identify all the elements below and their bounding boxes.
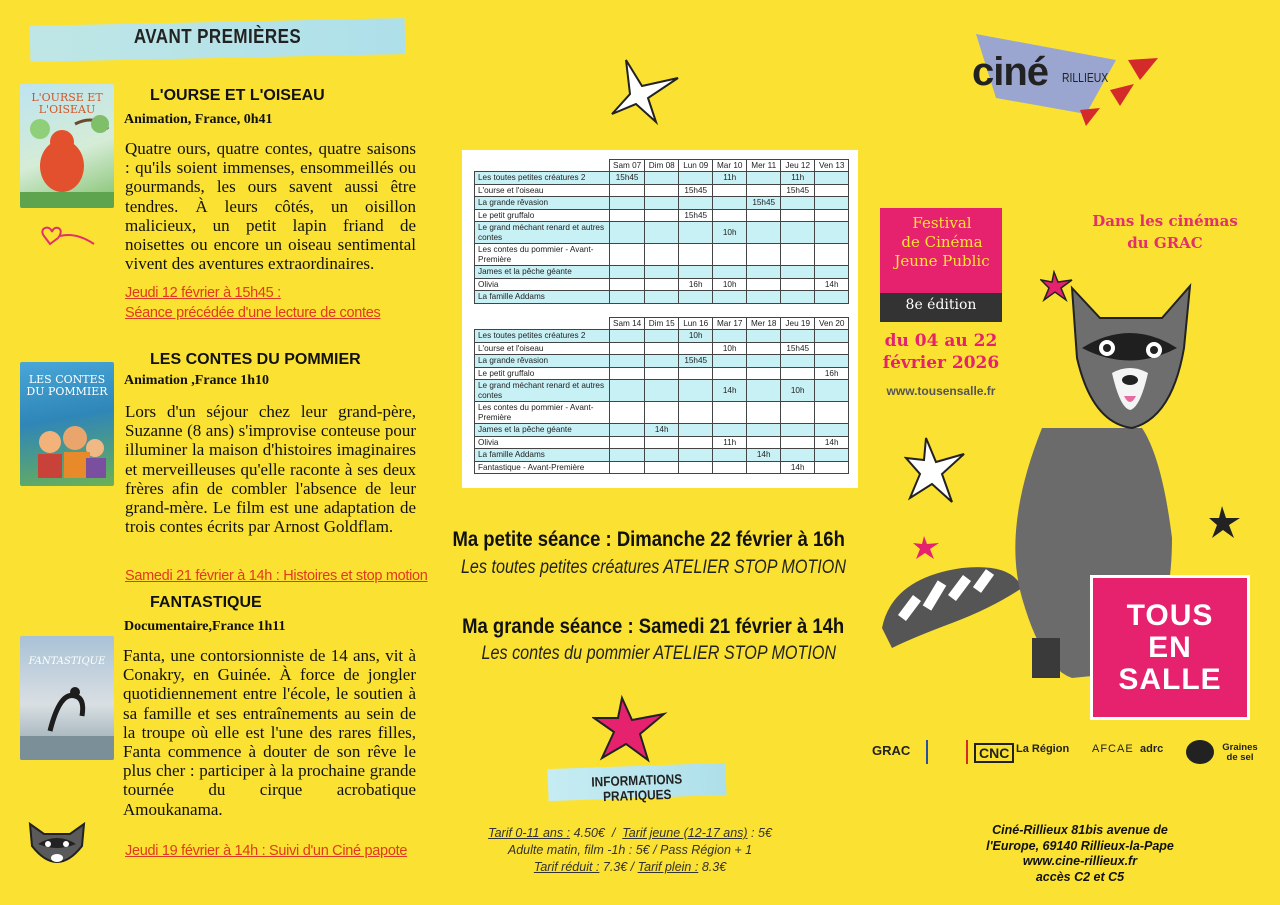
schedule-film-name: Les contes du pommier - Avant-Première — [475, 244, 610, 266]
schedule-slot — [815, 266, 849, 279]
schedule-film-name: Les contes du pommier - Avant-Première — [475, 402, 610, 424]
schedule-slot — [610, 266, 645, 279]
schedule-slot — [713, 424, 747, 437]
schedule-slot — [610, 278, 645, 291]
petite-seance-subtitle: Les toutes petites créatures ATELIER STOP MOTION — [460, 557, 846, 578]
schedule-slot — [713, 402, 747, 424]
schedule-row — [475, 436, 849, 449]
schedule-film-name: Fantastique - Avant-Première — [475, 461, 610, 474]
white-star-icon — [604, 56, 682, 126]
schedule-slot: 14h — [713, 380, 747, 402]
schedule-slot — [747, 330, 781, 343]
schedule-row — [475, 222, 849, 244]
schedule-slot — [713, 367, 747, 380]
schedule-slot: 14h — [815, 278, 849, 291]
film-date-fantastique: Jeudi 19 février à 14h : Suivi d'un Ciné papote — [125, 843, 408, 859]
schedule-slot — [645, 209, 679, 222]
schedule-row — [475, 278, 849, 291]
schedule-row — [475, 197, 849, 210]
schedule-table-week2 — [474, 317, 849, 474]
schedule-slot: 15h45 — [679, 209, 713, 222]
schedule-slot — [781, 449, 815, 462]
day-header: Lun 16 — [679, 318, 713, 330]
schedule-slot: 15h45 — [781, 184, 815, 197]
grande-seance-subtitle: Les contes du pommier ATELIER STOP MOTION — [481, 643, 836, 664]
schedule-slot — [747, 461, 781, 474]
tarif-line-2: Adulte matin, film -1h : 5€ / Pass Région + 1 — [507, 843, 753, 857]
grande-seance-title: Ma grande séance : Samedi 21 février à 14h — [461, 615, 844, 638]
address-line-1: Ciné-Rillieux 81bis avenue de — [992, 823, 1168, 837]
schedule-film-name: Le grand méchant renard et autres contes — [475, 380, 610, 402]
rillieux-logo-text: RILLIEUX — [1062, 70, 1109, 85]
pink-star-icon — [592, 692, 668, 764]
address-line-2: l'Europe, 69140 Rillieux-la-Pape — [986, 838, 1174, 853]
schedule-header-week2 — [475, 318, 849, 330]
schedule-slot — [815, 330, 849, 343]
day-header: Mer 18 — [747, 318, 781, 330]
schedule-slot — [713, 209, 747, 222]
schedule-row — [475, 461, 849, 474]
schedule-slot — [747, 244, 781, 266]
schedule-slot — [747, 222, 781, 244]
schedule-slot: 14h — [645, 424, 679, 437]
schedule-film-name: James et la pêche géante — [475, 424, 610, 437]
schedule-slot — [679, 402, 713, 424]
schedule-slot — [610, 367, 645, 380]
schedule-slot — [747, 424, 781, 437]
schedule-slot — [815, 449, 849, 462]
schedule-slot — [713, 244, 747, 266]
schedule-slot — [610, 436, 645, 449]
schedule-film-name: Les toutes petites créatures 2 — [475, 330, 610, 343]
day-header: Jeu 12 — [781, 160, 815, 172]
tarif-jeune-value: : 5€ — [751, 826, 772, 840]
schedule-slot: 10h — [713, 222, 747, 244]
festival-title — [884, 214, 1000, 271]
schedule-slot — [610, 184, 645, 197]
tarif-line-3 — [440, 860, 820, 874]
address-line-4: accès C2 et C5 — [1035, 869, 1125, 884]
schedule-slot — [815, 380, 849, 402]
schedule-row — [475, 184, 849, 197]
schedule-slot — [713, 197, 747, 210]
schedule-slot — [815, 209, 849, 222]
schedule-row — [475, 266, 849, 279]
contortionist-illustration — [20, 636, 114, 760]
schedule-row — [475, 424, 849, 437]
schedule-row — [475, 380, 849, 402]
tarif-reduit-label: Tarif réduit : — [533, 860, 600, 874]
day-header: Ven 20 — [815, 318, 849, 330]
schedule-row — [475, 330, 849, 343]
schedule-slot — [713, 291, 747, 304]
schedule-slot — [679, 291, 713, 304]
partner-grac-logo: GRAC — [872, 743, 911, 758]
schedule-slot — [713, 184, 747, 197]
schedule-slot: 15h45 — [747, 197, 781, 210]
day-header: Dim 15 — [645, 318, 679, 330]
schedule-film-name: Le petit gruffalo — [475, 367, 610, 380]
film-date-pommier: Samedi 21 février à 14h : Histoires et stop motion — [125, 568, 428, 584]
schedule-slot — [679, 197, 713, 210]
schedule-row — [475, 402, 849, 424]
tous-line-1: TOUS — [1126, 599, 1214, 632]
schedule-slot — [781, 355, 815, 368]
schedule-row — [475, 244, 849, 266]
dates-line-1: du 04 au 22 — [884, 331, 998, 351]
infos-title: INFORMATIONS PRATIQUES — [591, 771, 683, 805]
schedule-slot — [781, 436, 815, 449]
film-desc-fantastique: Fanta, une contorsionniste de 14 ans, vit à Conakry, en Guinée. À force de jongler quotidiennement entre l'école, le soutien à sa famille et ses entraînements au sein de la troupe où elle est l'une des rares filles, Fanta commence à douter de son rêve le plus cher : participer à la prochaine grande tournée du cirque acrobatique Amoukanama. — [123, 646, 416, 819]
schedule-slot — [713, 330, 747, 343]
poster-title-pommier: LES CONTES DU POMMIER — [26, 373, 108, 398]
schedule-slot: 14h — [781, 461, 815, 474]
schedule-card — [462, 150, 858, 488]
schedule-slot — [679, 172, 713, 185]
schedule-slot — [747, 436, 781, 449]
schedule-slot — [610, 424, 645, 437]
partner-adrc-logo: adrc — [1140, 743, 1164, 755]
day-header: Mer 11 — [747, 160, 781, 172]
schedule-slot: 10h — [713, 342, 747, 355]
schedule-slot — [679, 342, 713, 355]
white-star-right-icon — [904, 436, 968, 506]
schedule-slot — [781, 266, 815, 279]
tarif-0-11-value: 4.50€ — [573, 826, 605, 840]
schedule-slot — [815, 244, 849, 266]
festival-line-2: de Cinéma — [901, 233, 983, 251]
schedule-film-name: Le grand méchant renard et autres contes — [475, 222, 610, 244]
schedule-slot — [645, 222, 679, 244]
schedule-slot — [679, 436, 713, 449]
schedule-slot — [815, 461, 849, 474]
schedule-header-week1 — [475, 160, 849, 172]
day-header: Dim 08 — [645, 160, 679, 172]
schedule-slot — [610, 461, 645, 474]
film-title-ourse: L'OURSE ET L'OISEAU — [150, 87, 325, 104]
schedule-slot: 15h45 — [679, 355, 713, 368]
schedule-film-name: Olivia — [475, 436, 610, 449]
schedule-slot — [781, 402, 815, 424]
schedule-slot — [645, 244, 679, 266]
schedule-slot — [747, 342, 781, 355]
day-header: Mar 10 — [713, 160, 747, 172]
partner-afcae-logo: AFCAE — [1092, 743, 1134, 755]
tarif-jeune-label: Tarif jeune (12-17 ans) — [622, 826, 748, 840]
schedule-row — [475, 342, 849, 355]
schedule-slot — [645, 380, 679, 402]
address-line-3: www.cine-rillieux.fr — [1022, 854, 1138, 868]
bear-illustration — [20, 84, 114, 208]
schedule-table-week1 — [474, 159, 849, 304]
cinema-address — [965, 823, 1195, 885]
schedule-film-name: La famille Addams — [475, 449, 610, 462]
schedule-slot — [645, 342, 679, 355]
schedule-slot — [747, 184, 781, 197]
schedule-slot — [781, 424, 815, 437]
film-title-fantastique: FANTASTIQUE — [150, 594, 262, 611]
schedule-slot — [610, 402, 645, 424]
schedule-slot — [781, 291, 815, 304]
schedule-slot — [781, 278, 815, 291]
schedule-slot: 11h — [713, 436, 747, 449]
schedule-slot — [645, 172, 679, 185]
dates-line-2: février 2026 — [882, 353, 1000, 373]
schedule-slot: 15h45 — [610, 172, 645, 185]
schedule-slot — [679, 266, 713, 279]
festival-website: www.tousensalle.fr — [886, 384, 996, 398]
schedule-slot: 14h — [815, 436, 849, 449]
schedule-slot — [815, 184, 849, 197]
avant-premieres-title: AVANT PREMIÈRES — [133, 26, 302, 48]
tarif-0-11-label: Tarif 0-11 ans : — [488, 826, 571, 840]
tarif-reduit-value: 7.3€ / — [602, 860, 635, 874]
black-star-icon — [1208, 504, 1242, 540]
schedule-slot — [645, 355, 679, 368]
schedule-slot — [645, 402, 679, 424]
schedule-slot — [713, 355, 747, 368]
schedule-slot: 16h — [815, 367, 849, 380]
schedule-slot — [610, 330, 645, 343]
dans-les-cinemas — [1060, 210, 1270, 254]
heart-doodle-icon — [36, 222, 98, 250]
schedule-slot — [679, 367, 713, 380]
schedule-slot — [713, 266, 747, 279]
film-date-ourse-1: Jeudi 12 février à 15h45 : — [125, 285, 281, 301]
schedule-slot — [781, 330, 815, 343]
schedule-slot — [815, 291, 849, 304]
schedule-slot — [679, 244, 713, 266]
schedule-row — [475, 291, 849, 304]
schedule-slot — [645, 278, 679, 291]
tous-en-salle-text — [1090, 600, 1250, 696]
schedule-slot — [610, 209, 645, 222]
partner-la-region-logo: La Région — [1016, 743, 1070, 755]
schedule-film-name: La famille Addams — [475, 291, 610, 304]
day-header: Lun 09 — [679, 160, 713, 172]
schedule-film-name: Le petit gruffalo — [475, 209, 610, 222]
schedule-slot — [610, 291, 645, 304]
schedule-slot — [645, 184, 679, 197]
schedule-slot — [610, 244, 645, 266]
partner-region-gov-logo — [926, 740, 968, 764]
schedule-slot: 10h — [679, 330, 713, 343]
schedule-row — [475, 172, 849, 185]
schedule-slot — [645, 449, 679, 462]
family-illustration — [20, 362, 114, 486]
tarif-separator: / — [611, 826, 616, 840]
tiny-pink-star-icon — [912, 534, 942, 562]
schedule-slot — [610, 380, 645, 402]
schedule-slot — [747, 278, 781, 291]
schedule-film-name: La grande rêvasion — [475, 197, 610, 210]
day-header: Mar 17 — [713, 318, 747, 330]
schedule-slot — [781, 222, 815, 244]
schedule-slot — [610, 342, 645, 355]
film-title-pommier: LES CONTES DU POMMIER — [150, 351, 361, 368]
schedule-slot — [781, 244, 815, 266]
schedule-slot: 15h45 — [679, 184, 713, 197]
schedule-slot — [645, 461, 679, 474]
schedule-slot — [815, 355, 849, 368]
schedule-slot — [713, 449, 747, 462]
schedule-slot — [747, 380, 781, 402]
partner-cnc-logo: CNC — [974, 743, 1014, 763]
schedule-slot — [815, 197, 849, 210]
schedule-slot — [645, 367, 679, 380]
schedule-row — [475, 209, 849, 222]
schedule-slot — [645, 330, 679, 343]
film-desc-pommier: Lors d'un séjour chez leur grand-père, Suzanne (8 ans) s'improvise conteuse pour illuminer la maison d'histoires imaginaires et merveilleuses qu'elle raconte à ses deux frères afin de combler l'absence de leur grand-mère. Le film est une adaptation de trois contes écrits par Arnost Goldflam. — [125, 402, 416, 537]
schedule-slot — [747, 266, 781, 279]
tarif-plein-label: Tarif plein : — [637, 860, 699, 874]
schedule-slot: 10h — [713, 278, 747, 291]
dans-line-1: Dans les cinémas — [1092, 212, 1238, 230]
schedule-slot: 16h — [679, 278, 713, 291]
film-meta-pommier: Animation ,France 1h10 — [124, 373, 270, 388]
schedule-row — [475, 449, 849, 462]
schedule-slot — [645, 291, 679, 304]
film-meta-fantastique: Documentaire,France 1h11 — [124, 619, 286, 634]
schedule-slot: 11h — [713, 172, 747, 185]
day-header: Ven 13 — [815, 160, 849, 172]
day-header: Sam 07 — [610, 160, 645, 172]
schedule-film-name: Olivia — [475, 278, 610, 291]
header-blank — [475, 160, 610, 172]
schedule-slot — [610, 222, 645, 244]
edition-label: 8e édition — [905, 297, 977, 313]
schedule-slot — [781, 197, 815, 210]
schedule-film-name: Les toutes petites créatures 2 — [475, 172, 610, 185]
poster-title-fantastique: FANTASTIQUE — [28, 656, 106, 667]
film-poster-ourse — [20, 84, 114, 208]
day-header: Sam 14 — [610, 318, 645, 330]
film-desc-ourse: Quatre ours, quatre contes, quatre saisons : qu'ils soient immenses, ensommeillés ou gourmands, les ours savent aussi être tendres. À leurs côtés, un oisillon malicieux, un petit lapin friand de noisettes ou encore un oiseau sentimental vivent des aventures extraordinaires. — [125, 139, 416, 274]
schedule-slot — [747, 172, 781, 185]
schedule-slot — [747, 367, 781, 380]
schedule-slot — [815, 172, 849, 185]
tous-line-3: SALLE — [1118, 663, 1222, 696]
schedule-slot — [815, 222, 849, 244]
schedule-slot — [747, 355, 781, 368]
schedule-slot — [815, 424, 849, 437]
schedule-slot — [747, 291, 781, 304]
schedule-film-name: L'ourse et l'oiseau — [475, 342, 610, 355]
tous-line-2: EN — [1148, 631, 1192, 664]
schedule-slot — [679, 461, 713, 474]
festival-line-1: Festival — [912, 214, 972, 232]
schedule-film-name: La grande rêvasion — [475, 355, 610, 368]
schedule-slot — [610, 355, 645, 368]
schedule-slot — [781, 209, 815, 222]
schedule-slot — [679, 380, 713, 402]
dans-line-2: du GRAC — [1127, 234, 1203, 252]
festival-line-3: Jeune Public — [894, 252, 990, 270]
schedule-slot — [747, 209, 781, 222]
schedule-film-name: James et la pêche géante — [475, 266, 610, 279]
schedule-slot: 15h45 — [781, 342, 815, 355]
film-poster-fantastique — [20, 636, 114, 760]
tarif-plein-value: 8.3€ — [701, 860, 727, 874]
schedule-slot — [645, 266, 679, 279]
partner-clap-logo — [1186, 740, 1214, 764]
schedule-row — [475, 355, 849, 368]
schedule-slot — [679, 424, 713, 437]
schedule-slot — [815, 342, 849, 355]
schedule-slot — [645, 197, 679, 210]
poster-title-ourse: L'OURSE ET L'OISEAU — [31, 91, 103, 116]
schedule-slot — [610, 449, 645, 462]
schedule-film-name: L'ourse et l'oiseau — [475, 184, 610, 197]
cine-logo-text: ciné — [972, 50, 1049, 94]
film-poster-pommier — [20, 362, 114, 486]
schedule-slot — [645, 436, 679, 449]
schedule-slot: 11h — [781, 172, 815, 185]
schedule-slot — [747, 402, 781, 424]
petite-seance-title: Ma petite séance : Dimanche 22 février à 16h — [452, 528, 845, 551]
raccoon-face-icon — [24, 818, 90, 874]
schedule-slot — [610, 197, 645, 210]
day-header: Jeu 19 — [781, 318, 815, 330]
film-meta-ourse: Animation, France, 0h41 — [124, 112, 273, 127]
schedule-slot: 14h — [747, 449, 781, 462]
film-date-ourse-2: Séance précédée d'une lecture de contes — [125, 305, 381, 321]
schedule-slot — [815, 402, 849, 424]
header-blank — [475, 318, 610, 330]
partner-graines-logo: Graines de sel — [1222, 742, 1258, 763]
tarif-line-1 — [440, 826, 820, 840]
schedule-slot — [679, 449, 713, 462]
schedule-slot: 10h — [781, 380, 815, 402]
schedule-row — [475, 367, 849, 380]
schedule-slot — [679, 222, 713, 244]
schedule-slot — [781, 367, 815, 380]
schedule-slot — [713, 461, 747, 474]
